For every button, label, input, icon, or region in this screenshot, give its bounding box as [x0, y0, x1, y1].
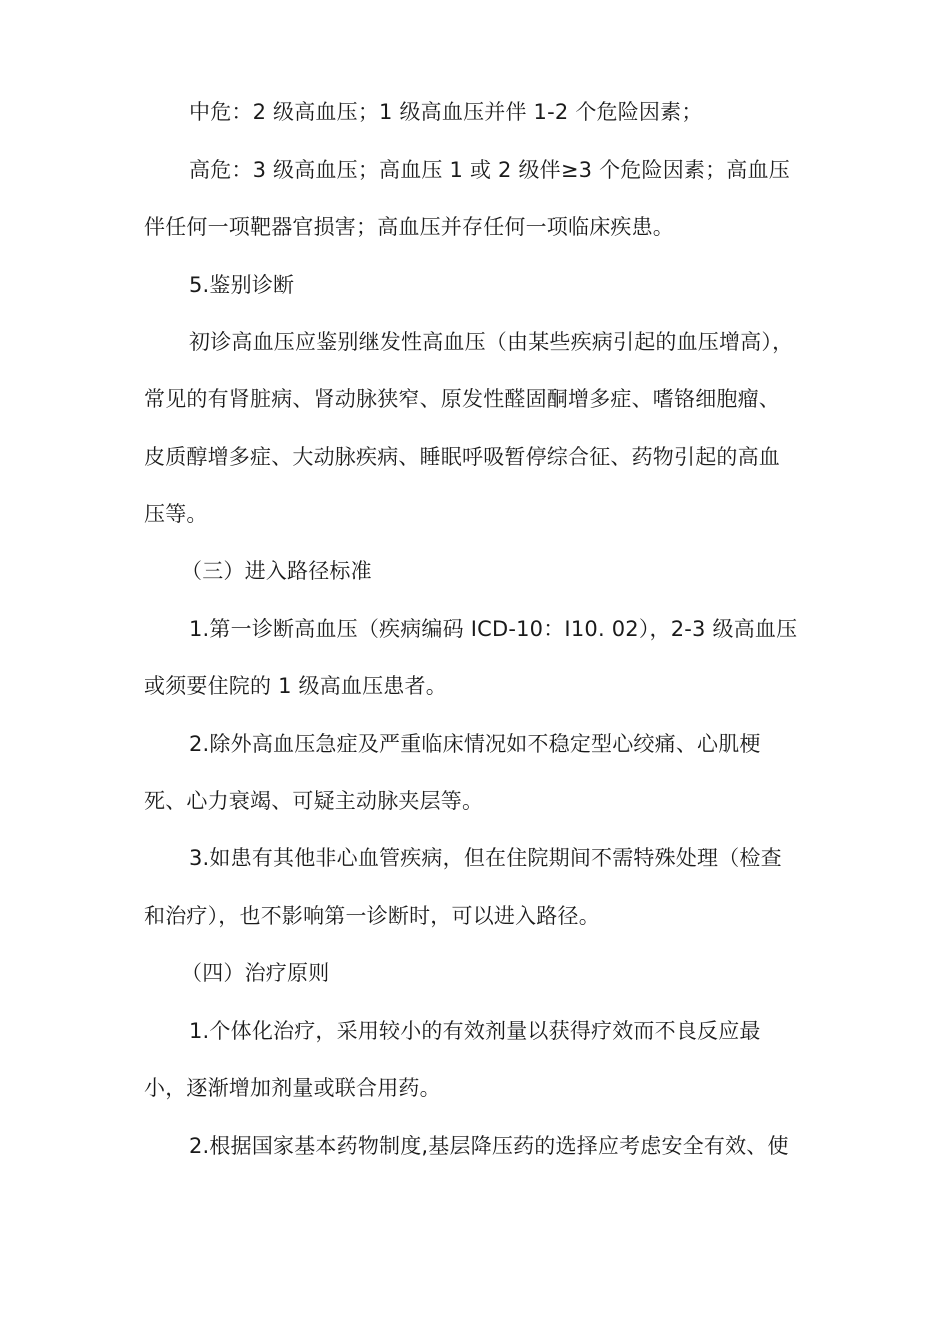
paragraph-high-risk-line-2: 伴任何一项靶器官损害；高血压并存任何一项临床疾患。 — [144, 215, 674, 239]
paragraph-differential-line-1: 初诊高血压应鉴别继发性高血压（由某些疾病引起的血压增高）， — [189, 330, 794, 354]
paragraph-medium-risk: 中危：2 级高血压；1 级高血压并伴 1-2 个危险因素； — [189, 100, 703, 124]
paragraph-criteria-2-line-2: 死、心力衰竭、可疑主动脉夹层等。 — [144, 789, 484, 813]
paragraph-criteria-3-line-1: 3.如患有其他非心血管疾病，但在住院期间不需特殊处理（检查 — [189, 846, 782, 870]
paragraph-criteria-2-line-1: 2.除外高血压急症及严重临床情况如不稳定型心绞痛、心肌梗 — [189, 732, 761, 756]
paragraph-criteria-3-line-2: 和治疗），也不影响第一诊断时，可以进入路径。 — [144, 904, 600, 928]
paragraph-high-risk-line-1: 高危：3 级高血压；高血压 1 或 2 级伴≥3 个危险因素；高血压 — [189, 158, 790, 182]
paragraph-criteria-1-line-1: 1.第一诊断高血压（疾病编码 ICD-10：I10. 02），2-3 级高血压 — [189, 617, 798, 641]
paragraph-treatment-1-line-2: 小，逐渐增加剂量或联合用药。 — [144, 1076, 441, 1100]
paragraph-differential-line-3: 皮质醇增多症、大动脉疾病、睡眠呼吸暂停综合征、药物引起的高血 — [144, 445, 780, 469]
paragraph-differential-line-2: 常见的有肾脏病、肾动脉狭窄、原发性醛固酮增多症、嗜铬细胞瘤、 — [144, 387, 780, 411]
section-heading-treatment-principles: （四）治疗原则 — [181, 961, 330, 985]
paragraph-treatment-1-line-1: 1.个体化治疗，采用较小的有效剂量以获得疗效而不良反应最 — [189, 1019, 761, 1043]
paragraph-differential-line-4: 压等。 — [144, 502, 208, 526]
paragraph-criteria-1-line-2: 或须要住院的 1 级高血压患者。 — [144, 674, 447, 698]
section-heading-differential-diagnosis: 5.鉴别诊断 — [189, 273, 295, 297]
paragraph-treatment-2-line-1: 2.根据国家基本药物制度,基层降压药的选择应考虑安全有效、使 — [189, 1134, 789, 1158]
section-heading-pathway-criteria: （三）进入路径标准 — [181, 559, 372, 583]
